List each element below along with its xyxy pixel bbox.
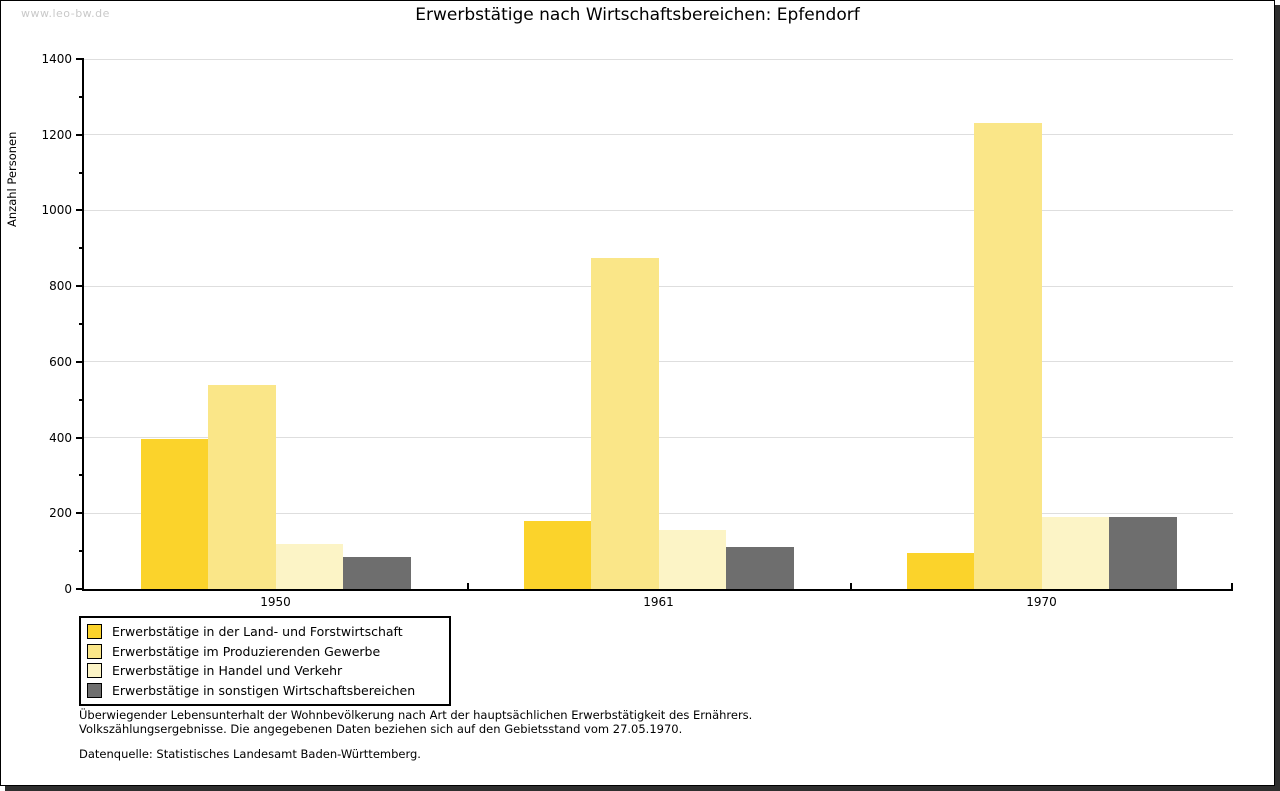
- y-tick-1000: [76, 209, 84, 211]
- x-category-label-1961: 1961: [643, 595, 674, 609]
- bar-1970-series-3: [1042, 517, 1110, 589]
- x-axis-tick-2: [1231, 583, 1233, 589]
- watermark: www.leo-bw.de: [21, 7, 110, 20]
- footnote-line-1: Überwiegender Lebensunterhalt der Wohnbevölkerung nach Art der hauptsächlichen Erwerbstätigkeit des Ernährers.: [79, 708, 753, 722]
- gridline-1000: [84, 210, 1233, 211]
- y-minor-tick-700: [79, 323, 84, 325]
- chart-title: Erwerbstätige nach Wirtschaftsbereichen: Epfendorf: [415, 5, 860, 25]
- gridline-1400: [84, 59, 1233, 60]
- legend-item-2: [87, 642, 443, 662]
- y-tick-1400: [76, 58, 84, 60]
- data-source: Datenquelle: Statistisches Landesamt Baden-Württemberg.: [79, 747, 421, 761]
- y-minor-tick-1300: [79, 96, 84, 98]
- gridline-1200: [84, 134, 1233, 135]
- bar-1970-series-1: [907, 553, 975, 589]
- y-minor-tick-500: [79, 399, 84, 401]
- legend-swatch-2: [87, 644, 102, 659]
- y-tick-label-800: 800: [49, 279, 72, 294]
- y-tick-label-1400: 1400: [41, 52, 72, 66]
- bar-1950-series-4: [343, 557, 411, 589]
- y-tick-label-400: 400: [49, 430, 72, 445]
- plot-area: [41, 52, 1233, 609]
- legend-swatch-3: [87, 663, 102, 678]
- y-minor-tick-300: [79, 474, 84, 476]
- legend-label-2: Erwerbstätige im Produzierenden Gewerbe: [112, 643, 381, 659]
- y-tick-1200: [76, 134, 84, 136]
- y-minor-tick-1100: [79, 172, 84, 174]
- x-category-label-1950: 1950: [260, 595, 291, 609]
- legend-label-4: Erwerbstätige in sonstigen Wirtschaftsbereichen: [112, 682, 416, 698]
- bar-1950-series-2: [208, 385, 276, 589]
- y-tick-label-600: 600: [49, 354, 72, 369]
- y-tick-label-0: 0: [64, 582, 72, 596]
- bar-1961-series-2: [591, 258, 659, 589]
- legend-swatch-4: [87, 683, 102, 698]
- y-tick-label-1000: 1000: [41, 203, 72, 218]
- x-axis-tick-1: [850, 583, 852, 589]
- y-tick-0: [76, 588, 84, 590]
- y-minor-tick-900: [79, 247, 84, 249]
- legend-label-1: Erwerbstätige in der Land- und Forstwirtschaft: [112, 624, 403, 640]
- y-tick-800: [76, 285, 84, 287]
- bar-1970-series-2: [974, 123, 1042, 589]
- bar-1961-series-4: [726, 547, 794, 589]
- legend-label-3: Erwerbstätige in Handel und Verkehr: [112, 663, 343, 679]
- footnote-line-2: Volkszählungsergebnisse. Die angegebenen Daten beziehen sich auf den Gebietsstand vom 27.05.1970.: [79, 721, 683, 736]
- y-tick-200: [76, 512, 84, 514]
- bar-1961-series-3: [659, 530, 727, 589]
- bar-1961-series-1: [524, 521, 592, 589]
- y-minor-tick-100: [79, 550, 84, 552]
- y-tick-400: [76, 437, 84, 439]
- gridline-800: [84, 286, 1233, 287]
- x-axis-tick-0: [467, 583, 469, 589]
- footnote: [79, 709, 752, 762]
- legend-item-3: [87, 661, 443, 681]
- legend: [79, 616, 451, 706]
- x-category-label-1970: 1970: [1026, 595, 1057, 609]
- y-tick-600: [76, 361, 84, 363]
- bar-1970-series-4: [1109, 517, 1177, 589]
- bar-1950-series-1: [141, 439, 209, 589]
- y-axis-label: Anzahl Personen: [5, 131, 19, 227]
- legend-item-4: [87, 681, 443, 701]
- y-tick-label-200: 200: [49, 506, 72, 521]
- gridline-600: [84, 361, 1233, 362]
- y-tick-label-1200: 1200: [41, 127, 72, 142]
- legend-item-1: [87, 622, 443, 642]
- legend-swatch-1: [87, 624, 102, 639]
- bar-1950-series-3: [276, 544, 344, 589]
